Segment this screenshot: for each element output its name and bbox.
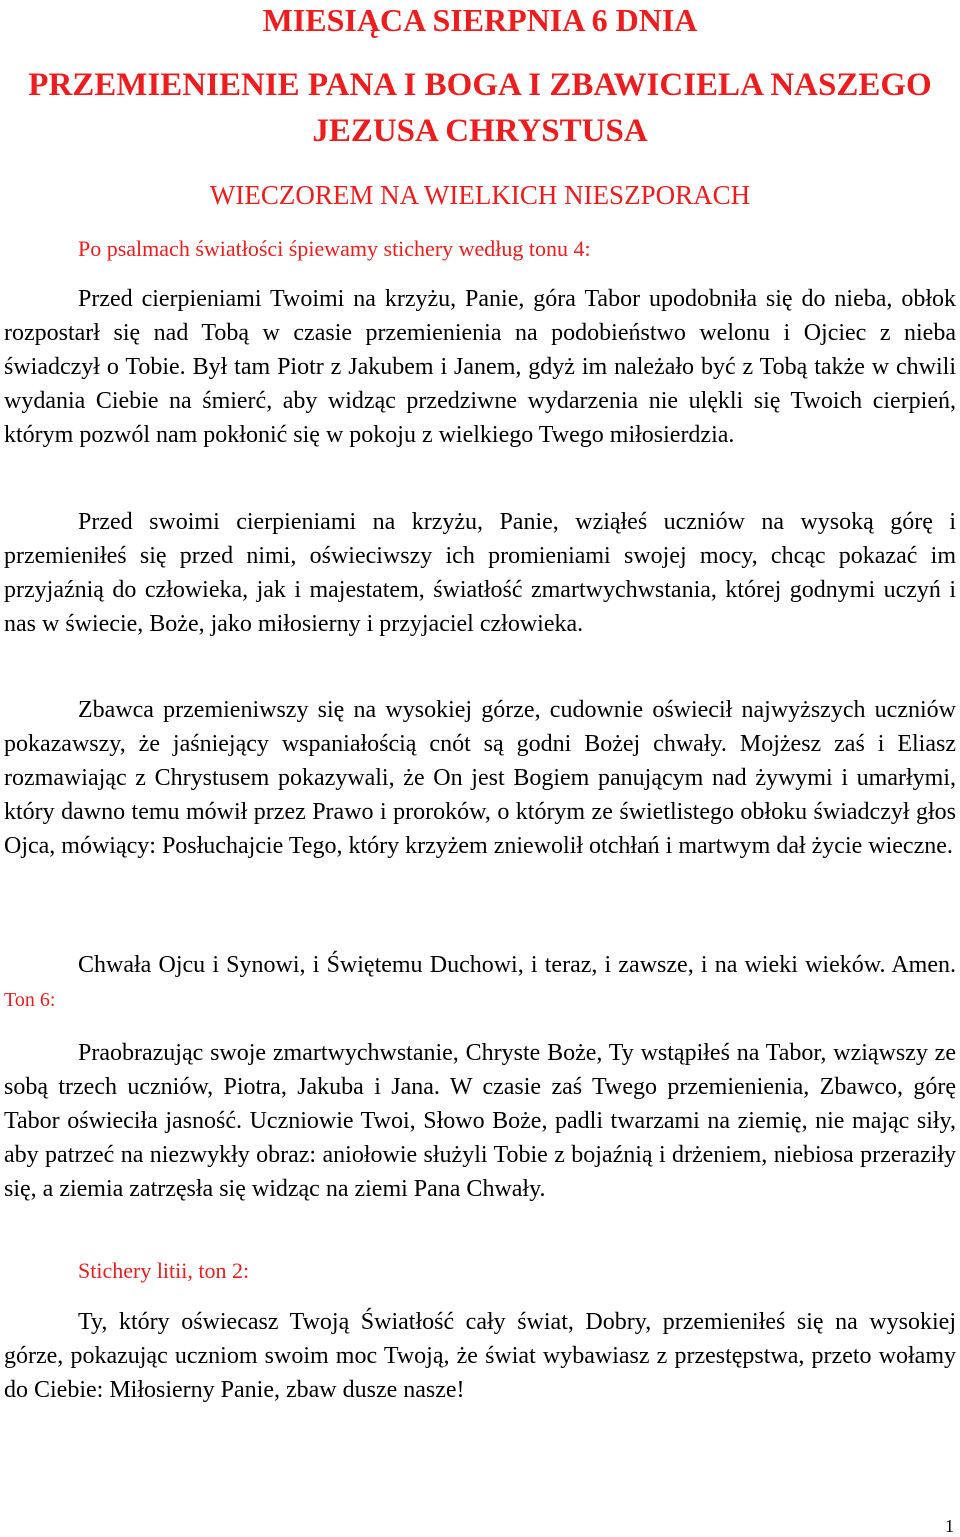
tone-rubric: Ton 6: [4, 989, 56, 1011]
sticheron-1: Przed cierpieniami Twoimi na krzyżu, Panie, góra Tabor upodobniła się do nieba, obłok rozpostarł się nad Tobą w czasie przemienienia na podobieństwo welonu i Ojciec z nieba świadczył o Tobie. Był tam Piotr z Jakubem i Janem, gdyż im należało być z Tobą także w chwili wydania Ciebie na śmierć, aby widząc przedziwne wydarzenia nie ulękli się Twoich cierpień, którym pozwól nam pokłonić się w pokoju z wielkiego Twego miłosierdzia. [4, 286, 956, 448]
sticheron-2: Przed swoimi cierpieniami na krzyżu, Panie, wziąłeś uczniów na wysoką górę i przemieniłeś się przed nimi, oświeciwszy ich promieniami swojej mocy, chcąc pokazać im przyjaźnią do człowieka, jak i majestatem, światłość zmartwychwstania, której godnymi uczyń i nas w świecie, Boże, jako miłosierny i przyjaciel człowieka. [4, 509, 956, 637]
psalms-rubric: Po psalmach światłości śpiewamy stichery według tonu 4: [78, 236, 591, 261]
service-title: WIECZOREM NA WIELKICH NIESZPORACH [209, 180, 751, 210]
sticheron-3: Zbawca przemieniwszy się na wysokiej górze, cudownie oświecił najwyższych uczniów pokazawszy, że jaśniejący wspaniałością cnót są godni Bożej chwały. Mojżesz zaś i Eliasz rozmawiając z Chrystusem pokazywali, że On jest Bogiem panującym nad żywymi i umarłymi, który dawno temu mówił przez Prawo i proroków, o którym ze świetlistego obłoku świadczył głos Ojca, mówiący: Posłuchajcie Tego, który krzyżem zniewolił otchłań i martwym dał życie wieczne. [4, 697, 956, 859]
page-number: 1 [945, 1516, 954, 1536]
doxology-text: Chwała Ojcu i Synowi, i Świętemu Duchowi, i teraz, i zawsze, i na wieki wieków. Amen. [78, 952, 956, 978]
feast-title: PRZEMIENIENIE PANA I BOGA I ZBAWICIELA NASZEGO JEZUSA CHRYSTUSA [28, 67, 932, 149]
lity-sticheron: Ty, który oświecasz Twoją Światłość cały świat, Dobry, przemieniłeś się na wysokiej górze, pokazując uczniom swoim moc Twoją, że świat wybawiasz z przestępstwa, przeto wołamy do Ciebie: Miłosierny Panie, zbaw dusze nasze! [4, 1309, 956, 1403]
doxology-paragraph [4, 948, 956, 1017]
doxasticon: Praobrazując swoje zmartwychwstanie, Chryste Boże, Ty wstąpiłeś na Tabor, wziąwszy ze sobą trzech uczniów, Piotra, Jakuba i Jana. W czasie zaś Twego przemienienia, Zbawco, górę Tabor oświeciła jasność. Uczniowie Twoi, Słowo Boże, padli twarzami na ziemię, nie mając siły, aby patrzeć na niezwykły obraz: aniołowie służyli Tobie z bojaźnią i drżeniem, niebiosa przeraziły się, a ziemia zatrzęsła się widząc na ziemi Pana Chwały. [4, 1040, 956, 1202]
date-title: MIESIĄCA SIERPNIA 6 DNIA [262, 2, 698, 38]
lity-rubric: Stichery litii, ton 2: [78, 1258, 250, 1283]
